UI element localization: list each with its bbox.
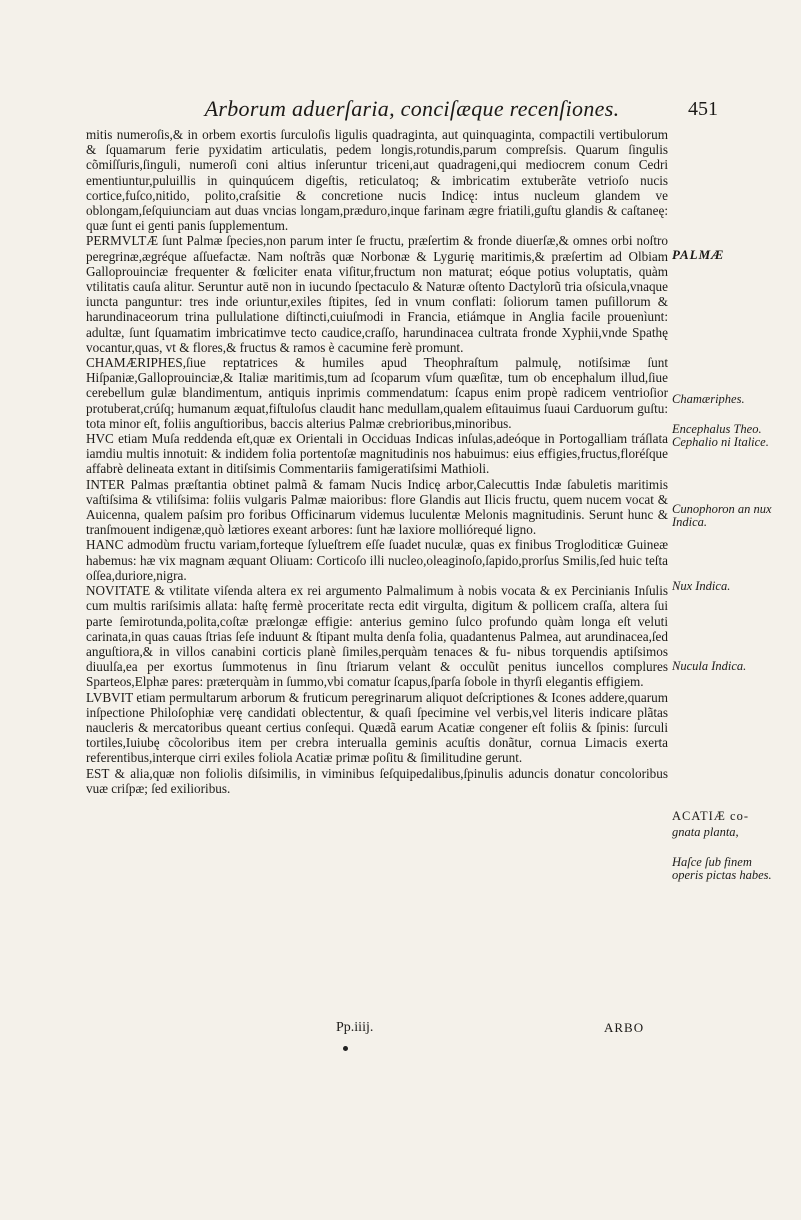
- paragraph-musa: HVC etiam Muſa reddenda eſt,quæ ex Orientali in Occiduas Indicas inſulas,adeóque in Portogalliam tráſlata iamdiu multis innotuit: & indidem folia portentoſæ magnitudinis nos habuimus: eius effigies,fructus,floréſque affabrè delineata extant in ditiſsimis Commentariis famigeratiſsimi Mathioli.: [86, 431, 668, 477]
- margin-note-hasce: Haſce ſub finem operis pictas habes.: [672, 855, 772, 882]
- margin-note-acatiae: ACATIÆ co-: [672, 809, 750, 823]
- margin-note-chamaeriphes: Chamæriphes.: [672, 392, 745, 406]
- margin-note-nucula: Nucula Indica.: [672, 659, 747, 673]
- running-title: Arborum aduerſaria, conciſæque recenſiones.: [204, 96, 620, 121]
- margin-note-encephalus: Encephalus Theo. Cephalio ni Italice.: [672, 422, 769, 449]
- paragraph-palmalimum: NOVITATE & vtilitate viſenda altera ex rei argumento Palmalimum à nobis vocata & ex Percinianis Inſulis cum multis rariſsimis allata: haſtę fermè proceritate recta edit virgulta, digitum & pollicem craſſa, altera ſui parte ſemirotunda,polita,coſtæ prælongæ effigie: anterius gemino ſulco profundo quàm longa eſt veluti carinata,in quas cauas ſtrias ſeſe induunt & ſtipant multa denſa folia, quadantenus Palmea, aut arundinacea,ſed anguſtiora,& in villos canabini corticis planè ſimiles,perquàm tenaces & fu- nibus torquendis aptiſsimos diuulſa,ea per exortus ſummotenus in ſinu ſtriarum velant & occulũt penitus iuncellos complures Sparteos,Elphæ pares: præterquàm in ſummo,vbi comatur ſcapus,ſparſa ſobole in thyrſi elegantis effigiem.: [86, 583, 668, 690]
- paragraph-nucula: HANC admodùm fructu variam,forteque ſylueſtrem eſſe ſuadet nuculæ, quas ex finibus Trogloditicæ Guineæ habemus: hæ vix magnam æquant Oliuam: Corticoſo illi nucleo,oleaginoſo,ſapido,prorſus Smilis,ſed huic teſta oſſea,duriore,nigra.: [86, 537, 668, 583]
- page-number: 451: [688, 98, 718, 120]
- paragraph-acatia: LVBVIT etiam permultarum arborum & fruticum peregrinarum aliquot deſcriptiones & Icones addere,quarum inſpectione Philoſophiæ verę candidati oblectentur, & quaſi ſpecimine vel verbis,vel literis indicare plãtas naucleris & mercatoribus queant certius conſequi. Quædã earum Acatiæ congener eſt foliis & ſpinis: ſurculi tortiles,Iuiubę cõcoloribus item per crebra interualla geminis acuſtis donãtur, cornua Limacis exerta referentibus,interque cirri exiles foliola Acatiæ primæ poſitu & ſimilitudine gerunt.: [86, 689, 668, 766]
- ink-dot: [343, 1046, 348, 1051]
- margin-note-cunophoron: Cunophoron an nux Indica.: [672, 502, 772, 529]
- margin-note-nux-indica: Nux Indica.: [672, 579, 731, 593]
- paragraph-palmae: PERMVLTÆ ſunt Palmæ ſpecies,non parum inter ſe fructu, præſertim & fronde diuerſæ,& omnes orbi noſtro peregrinæ,ægréque aſſuefactæ. Nam noſtrãs quæ Norbonæ & Lygurię maritimis,& præſertim ad Olbiam Galloprouinciæ frequenter & fœliciter enata viſitur,fructum non maturat; eóque potius voluptatis, quàm vtilitatis cauſa alitur. Seruntur autē non in iucundo ſpectaculo & Naturæ oſtento Dactylorũ tria oſsicula,vnaque iunctа panguntur: tres inde oriuntur,exiles ſtipites, ſed in vnum conflati: ſoliorum tamen puſillorum & harundinaceorum trina pullulatione diſtincti,cuiuſmodi in Francia, etiámque in Anglia facile prouenìunt: adultæ, ſunt ſquamatim imbricatimve tecto caudice,craſſo, harundinacea cultrata fronde Xyphii,vnde Spathę vocantur,quas, vt & flores,& fructus & ramos è cacumine ferè promunt.: [86, 233, 668, 355]
- paragraph-alia: EST & alia,quæ non foliolis diſsimilis, in viminibus ſeſquipedalibus,ſpinulis aduncis donatur concoloribus vuæ criſpæ; ſed exilioribus.: [86, 765, 668, 796]
- margin-note-palmae: PALMÆ: [672, 247, 725, 262]
- catchword: ARBO: [604, 1020, 645, 1035]
- signature-mark: Pp.iiij.: [336, 1020, 374, 1035]
- paragraph-chamaeriphes: CHAMÆRIPHES,ſiue reptatrices & humiles apud Theophraſtum palmulę, notiſsimæ ſunt Hiſpaniæ,Galloprouinciæ,& Italiæ maritimis,tum ad ſcoparum vſum quæſitæ, tum ob encephalum illud,ſiue cerebellum gulæ blandimentum, antiquis inprimis commendatum: ſcapus enim propè radicem ventrioſior protuberat,crúſq; humanum æquat,fiſtuloſus claudit hanc medullam,qualem eſitauimus ſuaui Carduorum guſtu: tota minor eſt, foliis anguſtioribus, baccis alterius Palmæ crebrioribus,minoribus.: [86, 355, 668, 431]
- paragraph-nux-indica: INTER Palmas præſtantia obtinet palmã & famam Nucis Indicę arbor,Calecuttis Indæ ſabuletis maritimis vaſtiſsima & vtiliſsima: foliis vulgaris Palmæ maioribus: flore Glandis aut Ilicis fructu, quem nucem vocat & Auicenna, qualem paſsim pro foribus Officinarum videmus luculentæ Melonis magnitudinis. Serunt hunc & tranſmouent indigenæ,quò lætiores exeant arbores: ſunt hæ laxiore molliórequé ligno.: [86, 476, 668, 538]
- paragraph-1: mitis numeroſis,& in orbem exortis ſurculoſis ligulis quadraginta, aut quinquaginta, compactili vertibulorum & ſquamarum ferie pyxidatim articulatis, pedem longis,rotundis,parum compreſsis. Quarum ſingulis cõmiſſuris,ſinguli, numeroſi coni altius inſeruntur triceni,aut quadrageni,qui mediocrem conum Cedri ementiuntur,puluillis in quinquúcem digeſtis, reticulatoq; & imbricatim extuberãte vetrioſo nucis cortice,fuſco,nitido, polito,craſsitie & concretione nucis Indicę: intus nucleum glandem ve oblongam,ſeſquiunciam aut duas vncias longam,præduro,inque farinam ægre friatili,guſtu glandis & caſtaneę: quæ ſunt ei genti panis ſupplementum.: [86, 127, 668, 234]
- main-text: [86, 127, 668, 796]
- margin-note-gnata: gnata planta,: [672, 825, 739, 839]
